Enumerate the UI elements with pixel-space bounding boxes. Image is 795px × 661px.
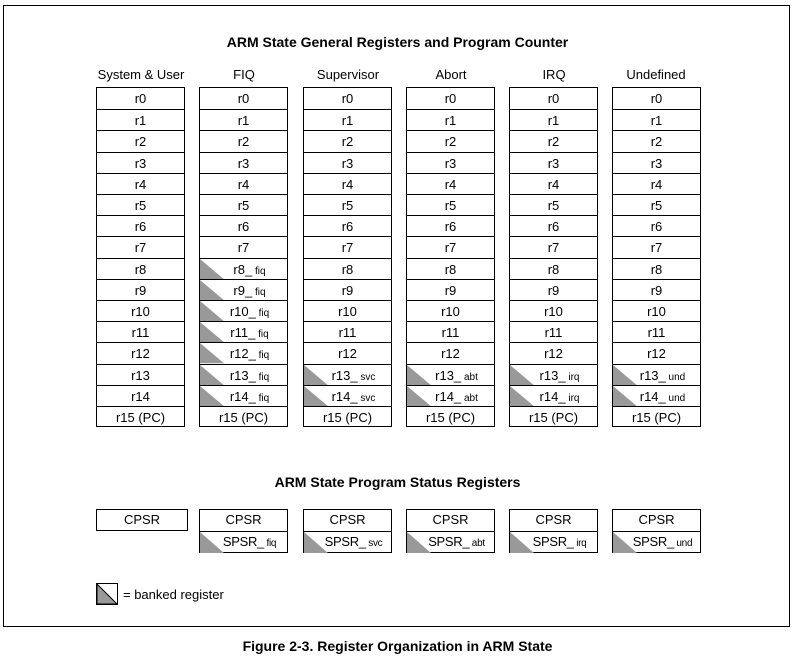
register-cell: [304, 385, 391, 406]
register-name: r1: [444, 113, 457, 129]
register-name: r13_ abt: [435, 367, 478, 383]
register-name: SPSR_ irq: [532, 534, 587, 549]
register-name: r1: [134, 113, 147, 129]
mode-heading: Abort: [435, 67, 467, 82]
register-column: [199, 87, 288, 427]
register-cell: [407, 258, 494, 279]
register-cell: [97, 215, 184, 236]
status-register-block: [406, 509, 495, 553]
register-cell: [304, 406, 391, 427]
register-name: r14_ irq: [539, 388, 580, 404]
register-cell: [407, 300, 494, 321]
mode-heading: Supervisor: [316, 67, 380, 82]
register-cell: [510, 300, 597, 321]
register-name: r8_ fiq: [233, 261, 266, 277]
mode-heading: FIQ: [233, 67, 255, 82]
register-name: r3: [237, 155, 250, 171]
banked-triangle-icon: [200, 532, 224, 553]
register-cell: [613, 385, 700, 406]
register-cell: [613, 109, 700, 130]
register-cell: [200, 215, 287, 236]
spsr-cell: [510, 531, 597, 552]
register-cell: [510, 321, 597, 342]
register-name: r9: [650, 282, 663, 298]
register-name: r7: [650, 240, 663, 256]
register-cell: [200, 406, 287, 427]
banked-triangle-icon: [200, 301, 224, 321]
register-cell: [200, 236, 287, 257]
register-cell: [407, 88, 494, 109]
register-cell: [304, 321, 391, 342]
register-name: r10: [647, 304, 666, 319]
register-cell: [97, 109, 184, 130]
register-column: [509, 87, 598, 427]
register-name: r13_ fiq: [229, 367, 270, 383]
register-name: r13: [131, 367, 150, 383]
register-name: r10: [544, 304, 563, 319]
register-name: SPSR_ svc: [324, 534, 383, 549]
register-name: r9_ fiq: [233, 282, 266, 298]
register-cell: [304, 88, 391, 109]
register-name: r2: [547, 134, 560, 150]
register-name: r1: [341, 113, 354, 129]
status-register-block: [612, 509, 701, 553]
register-cell: [613, 130, 700, 151]
register-cell: [613, 236, 700, 257]
banked-triangle-icon: [304, 386, 328, 406]
banked-triangle-icon: [200, 322, 224, 342]
register-cell: [510, 173, 597, 194]
register-cell: [407, 406, 494, 427]
register-cell: [304, 173, 391, 194]
register-name: SPSR_ und: [632, 534, 693, 549]
register-cell: [200, 279, 287, 300]
register-name: r14_ und: [639, 388, 686, 404]
register-cell: [407, 385, 494, 406]
register-name: r5: [134, 198, 147, 213]
cpsr-cell: CPSR: [638, 512, 675, 527]
register-name: r14_ abt: [435, 388, 478, 404]
register-name: r0: [444, 91, 457, 106]
register-cell: [200, 385, 287, 406]
register-cell: [304, 109, 391, 130]
status-register-block: [96, 509, 188, 531]
register-name: r4: [237, 176, 250, 192]
register-name: r7: [444, 240, 457, 256]
register-name: r11: [131, 325, 150, 341]
register-name: r5: [237, 198, 250, 213]
register-cell: [200, 173, 287, 194]
register-name: r14_ svc: [331, 388, 376, 404]
register-name: r6: [444, 219, 457, 235]
register-cell: [304, 236, 391, 257]
register-cell: [510, 130, 597, 151]
register-name: r4: [134, 176, 147, 192]
register-column: [303, 87, 392, 427]
register-name: r15 (PC): [322, 410, 373, 425]
register-name: r8: [547, 261, 560, 277]
register-cell: [613, 258, 700, 279]
register-cell: [613, 342, 700, 363]
banked-triangle-icon: [510, 365, 534, 385]
register-name: r2: [341, 134, 354, 150]
mode-heading: Undefined: [626, 67, 686, 82]
register-cell: [510, 88, 597, 109]
status-register-block: [509, 509, 598, 553]
register-cell: [97, 88, 184, 109]
register-name: r11: [544, 325, 563, 341]
register-name: r1: [547, 113, 560, 129]
register-cell: [304, 258, 391, 279]
register-cell: [200, 258, 287, 279]
banked-triangle-icon: [200, 280, 224, 300]
register-name: r10: [338, 304, 357, 319]
register-cell: [407, 109, 494, 130]
register-cell: [510, 194, 597, 215]
register-cell: [97, 258, 184, 279]
register-cell: [613, 194, 700, 215]
diagram-title: ARM State General Registers and Program Counter: [226, 34, 569, 50]
banked-triangle-icon: [407, 386, 431, 406]
register-cell: [407, 130, 494, 151]
spsr-cell: [407, 531, 494, 552]
register-name: r6: [134, 219, 147, 235]
register-name: r1: [650, 113, 663, 129]
status-register-block: [303, 509, 392, 553]
register-cell: [304, 194, 391, 215]
register-cell: [200, 300, 287, 321]
register-name: r11: [647, 325, 666, 341]
banked-triangle-icon: [613, 365, 637, 385]
register-cell: [97, 279, 184, 300]
register-name: r5: [650, 198, 663, 213]
register-name: SPSR_ abt: [428, 534, 485, 549]
register-name: r0: [134, 91, 147, 106]
register-cell: [510, 258, 597, 279]
register-cell: [613, 406, 700, 427]
register-name: r3: [547, 155, 560, 171]
register-name: r0: [547, 91, 560, 106]
register-cell: [97, 385, 184, 406]
register-name: r8: [341, 261, 354, 277]
banked-triangle-icon: [510, 386, 534, 406]
register-name: r0: [341, 91, 354, 106]
register-name: r4: [341, 176, 354, 192]
register-name: r12: [131, 346, 150, 362]
register-name: r12_ fiq: [229, 346, 270, 362]
register-cell: [510, 342, 597, 363]
register-cell: [200, 109, 287, 130]
cpsr-cell: CPSR: [329, 512, 366, 527]
register-name: r11: [441, 325, 460, 341]
register-cell: [407, 194, 494, 215]
register-cell: [200, 152, 287, 173]
banked-triangle-icon: [304, 365, 328, 385]
register-column: [612, 87, 701, 427]
register-name: r6: [650, 219, 663, 235]
register-cell: [613, 279, 700, 300]
register-name: r8: [134, 261, 147, 277]
cpsr-cell: CPSR: [535, 512, 572, 527]
register-name: r2: [237, 134, 250, 150]
register-cell: [613, 321, 700, 342]
register-cell: [613, 300, 700, 321]
register-cell: [407, 215, 494, 236]
mode-heading: IRQ: [542, 67, 566, 82]
banked-triangle-icon: [200, 365, 224, 385]
register-name: r8: [444, 261, 457, 277]
register-cell: [304, 279, 391, 300]
register-cell: [97, 406, 184, 427]
register-name: r2: [134, 134, 147, 150]
register-name: r12: [441, 346, 460, 362]
register-cell: [97, 342, 184, 363]
mode-heading: System & User: [97, 67, 185, 82]
register-name: r14_ fiq: [229, 388, 270, 404]
legend-label: = banked register: [123, 587, 224, 602]
register-name: r6: [237, 219, 250, 235]
register-name: r8: [650, 261, 663, 277]
spsr-cell: [200, 531, 287, 552]
register-cell: [97, 321, 184, 342]
register-name: r3: [650, 155, 663, 171]
register-cell: [407, 279, 494, 300]
register-column: [96, 87, 185, 427]
register-cell: [510, 109, 597, 130]
register-name: r15 (PC): [115, 410, 166, 425]
register-cell: [200, 130, 287, 151]
register-name: r7: [134, 240, 147, 256]
register-name: r13_ irq: [539, 367, 580, 383]
register-name: r4: [444, 176, 457, 192]
register-name: r10_ fiq: [229, 304, 270, 319]
register-cell: [407, 152, 494, 173]
register-cell: [97, 236, 184, 257]
register-name: r3: [444, 155, 457, 171]
register-cell: [613, 88, 700, 109]
spsr-cell: [613, 531, 700, 552]
register-name: r3: [341, 155, 354, 171]
status-register-block: [199, 509, 288, 553]
register-cell: [510, 364, 597, 385]
register-name: r6: [341, 219, 354, 235]
register-cell: [200, 364, 287, 385]
figure-caption: Figure 2-3. Register Organization in ARM State: [242, 638, 553, 654]
register-cell: [97, 130, 184, 151]
register-cell: [510, 406, 597, 427]
banked-triangle-icon: [613, 386, 637, 406]
register-cell: [407, 342, 494, 363]
register-cell: [613, 173, 700, 194]
register-cell: [407, 364, 494, 385]
register-cell: [510, 152, 597, 173]
register-name: r2: [650, 134, 663, 150]
register-name: r7: [547, 240, 560, 256]
register-name: r5: [341, 198, 354, 213]
register-name: r15 (PC): [528, 410, 579, 425]
register-name: r0: [650, 91, 663, 106]
register-cell: [510, 236, 597, 257]
register-name: r11_ fiq: [230, 325, 269, 341]
register-name: r2: [444, 134, 457, 150]
register-cell: [304, 130, 391, 151]
register-name: r12: [338, 346, 357, 362]
register-name: r3: [134, 155, 147, 171]
register-cell: [613, 364, 700, 385]
spsr-cell: [304, 531, 391, 552]
register-name: r4: [650, 176, 663, 192]
register-name: r13_ und: [639, 367, 686, 383]
register-name: r15 (PC): [218, 410, 269, 425]
register-cell: [510, 279, 597, 300]
register-column: [406, 87, 495, 427]
register-cell: [510, 385, 597, 406]
register-name: r15 (PC): [631, 410, 682, 425]
banked-triangle-icon: [200, 386, 224, 406]
register-name: r1: [237, 113, 250, 129]
register-cell: [304, 152, 391, 173]
cpsr-cell: CPSR: [123, 512, 161, 527]
register-cell: [304, 364, 391, 385]
register-name: SPSR_ fiq: [222, 534, 277, 549]
register-name: r5: [444, 198, 457, 213]
register-cell: [200, 342, 287, 363]
banked-triangle-icon: [200, 343, 224, 363]
register-cell: [304, 300, 391, 321]
register-name: r4: [547, 176, 560, 192]
register-cell: [97, 173, 184, 194]
register-cell: [97, 364, 184, 385]
register-cell: [97, 300, 184, 321]
register-cell: [97, 152, 184, 173]
register-name: r9: [134, 282, 147, 298]
register-cell: [407, 321, 494, 342]
cpsr-cell: CPSR: [432, 512, 469, 527]
register-name: r12: [647, 346, 666, 362]
register-name: r10: [441, 304, 460, 319]
register-name: r0: [237, 91, 250, 106]
register-name: r7: [237, 240, 250, 256]
register-name: r10: [131, 304, 150, 319]
banked-triangle-icon: [200, 259, 224, 279]
register-cell: [304, 342, 391, 363]
register-cell: [200, 88, 287, 109]
register-name: r12: [544, 346, 563, 362]
banked-triangle-icon: [96, 583, 118, 605]
register-name: r5: [547, 198, 560, 213]
register-name: r9: [341, 282, 354, 298]
register-cell: [200, 321, 287, 342]
register-name: r14: [131, 388, 150, 404]
register-name: r9: [444, 282, 457, 298]
register-cell: [510, 215, 597, 236]
register-cell: [407, 236, 494, 257]
register-cell: [200, 194, 287, 215]
banked-triangle-icon: [510, 532, 534, 553]
register-cell: [407, 173, 494, 194]
register-cell: [97, 194, 184, 215]
register-cell: [304, 215, 391, 236]
register-cell: [613, 215, 700, 236]
register-name: r11: [338, 325, 357, 341]
cpsr-cell: CPSR: [225, 512, 262, 527]
register-name: r7: [341, 240, 354, 256]
register-name: r15 (PC): [425, 410, 476, 425]
register-name: r9: [547, 282, 560, 298]
register-cell: [613, 152, 700, 173]
banked-triangle-icon: [407, 365, 431, 385]
register-name: r6: [547, 219, 560, 235]
status-registers-title: ARM State Program Status Registers: [274, 474, 521, 490]
register-name: r13_ svc: [331, 367, 376, 383]
